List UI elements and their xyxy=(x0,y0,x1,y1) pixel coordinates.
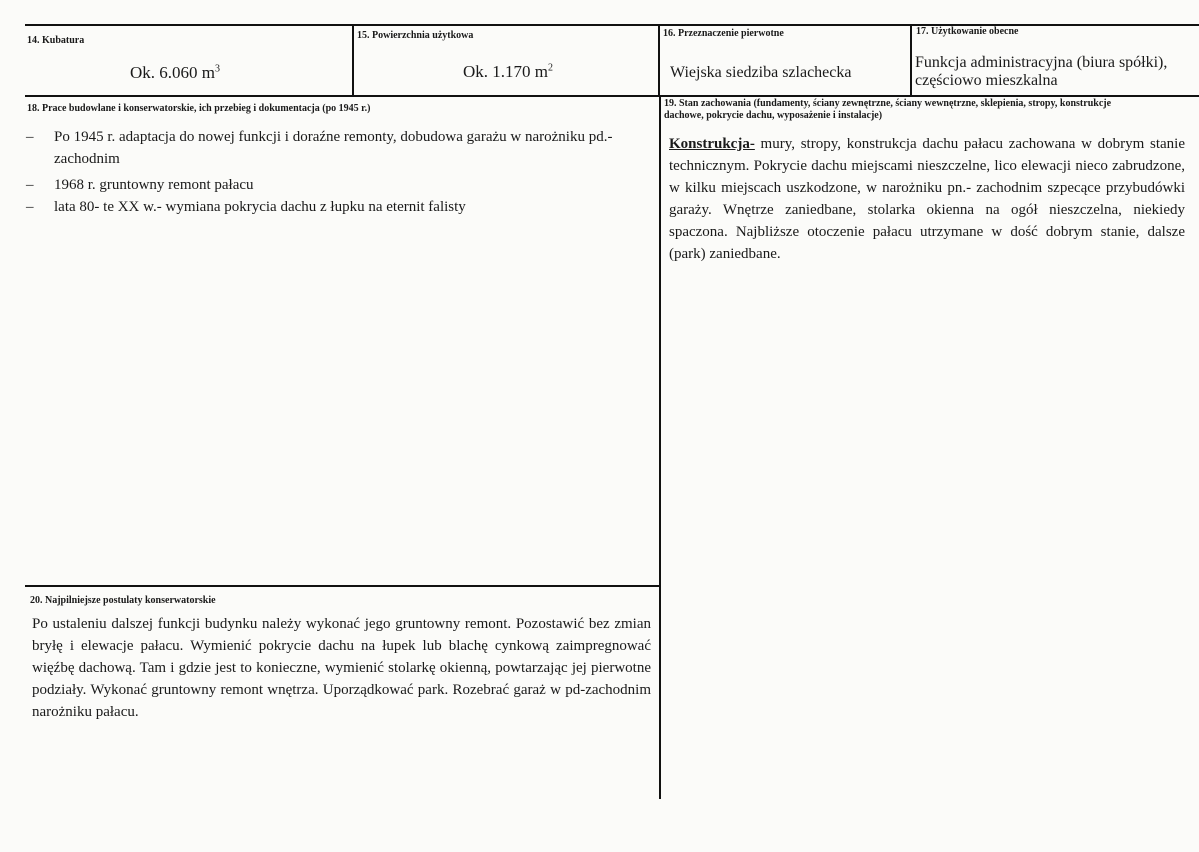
top-border-line xyxy=(25,24,1199,26)
list-dash: – xyxy=(26,199,34,215)
main-vertical-divider xyxy=(659,95,661,799)
label-uzytkowanie: 17. Użytkowanie obecne xyxy=(916,26,1019,37)
prace-budowlane-list xyxy=(26,126,652,218)
list-item-text: Po 1945 r. adaptacja do nowej funkcji i doraźne remonty, dobudowa garażu w narożniku pd.- xyxy=(54,129,613,145)
konstrukcja-heading: Konstrukcja- xyxy=(669,136,755,152)
divider-16 xyxy=(658,24,660,97)
stan-zachowania-text xyxy=(669,133,1185,265)
label-postulaty: 20. Najpilniejsze postulaty konserwatorskie xyxy=(30,595,216,606)
stan-zachowania-body: mury, stropy, konstrukcja dachu pałacu zachowana w dobrym stanie technicznym. Pokrycie dachu miejscami nieszczelne, lico elewacji nieco zabrudzone, w kilku miejscach uszkodzone, w narożniku pn.- zachodnim szpecące przybudówki garaży. Wnętrze zaniedbane, stolarka okienna na ogół nieszczelna, niekiedy spaczona. Najbliższe otoczenie pałacu utrzymane w dość dobrym stanie, dalsze (park) zaniedbane. xyxy=(669,136,1185,262)
header-bottom-line xyxy=(25,95,1199,97)
list-item-text: lata 80- te XX w.- wymiana pokrycia dachu z łupku na eternit falisty xyxy=(54,199,466,215)
divider-17 xyxy=(910,24,912,97)
list-dash: – xyxy=(26,129,34,145)
list-item xyxy=(26,174,652,196)
value-uzytkowanie-line2: częściowo mieszkalna xyxy=(915,72,1058,89)
label-powierzchnia: 15. Powierzchnia użytkowa xyxy=(357,30,474,41)
value-powierzchnia xyxy=(463,61,553,83)
list-item-text: 1968 r. gruntowny remont pałacu xyxy=(54,177,254,193)
label-przeznaczenie: 16. Przeznaczenie pierwotne xyxy=(663,28,784,39)
label-kubatura: 14. Kubatura xyxy=(27,35,85,46)
value-uzytkowanie-line1: Funkcja administracyjna (biura spółki), xyxy=(915,54,1168,71)
value-kubatura xyxy=(130,62,220,84)
list-item xyxy=(26,196,652,218)
section20-top-line xyxy=(25,585,661,587)
divider-15 xyxy=(352,24,354,97)
list-item-text-cont: zachodnim xyxy=(54,151,120,167)
value-kubatura-sup: 3 xyxy=(215,63,220,75)
value-przeznaczenie: Wiejska siedziba szlachecka xyxy=(670,64,852,81)
value-kubatura-text: Ok. 6.060 m xyxy=(130,63,215,82)
postulaty-text: Po ustaleniu dalszej funkcji budynku należy wykonać jego gruntowny remont. Pozostawić bez zmian bryłę i elewacje pałacu. Wymienić pokrycie dachu na łupek lub blachę cynkową zaimpregnować więźbę dachową. Tam i gdzie jest to konieczne, wymienić stolarkę okienną, powtarzając jej pierwotne podziały. Wykonać gruntowny remont wnętrza. Uporządkować park. Rozebrać garaż w pd-zachodnim narożniku pałacu. xyxy=(32,616,651,720)
value-powierzchnia-sup: 2 xyxy=(548,62,553,74)
list-item xyxy=(26,126,652,170)
label-stan-zachowania-line2: dachowe, pokrycie dachu, wyposażenie i instalacje) xyxy=(664,110,883,121)
label-prace-budowlane: 18. Prace budowlane i konserwatorskie, ich przebieg i dokumentacja (po 1945 r.) xyxy=(27,103,371,114)
label-stan-zachowania-line1: 19. Stan zachowania (fundamenty, ściany zewnętrzne, ściany wewnętrzne, sklepienia, stropy, konstrukcje xyxy=(664,98,1112,109)
list-dash: – xyxy=(26,177,34,193)
value-powierzchnia-text: Ok. 1.170 m xyxy=(463,62,548,81)
